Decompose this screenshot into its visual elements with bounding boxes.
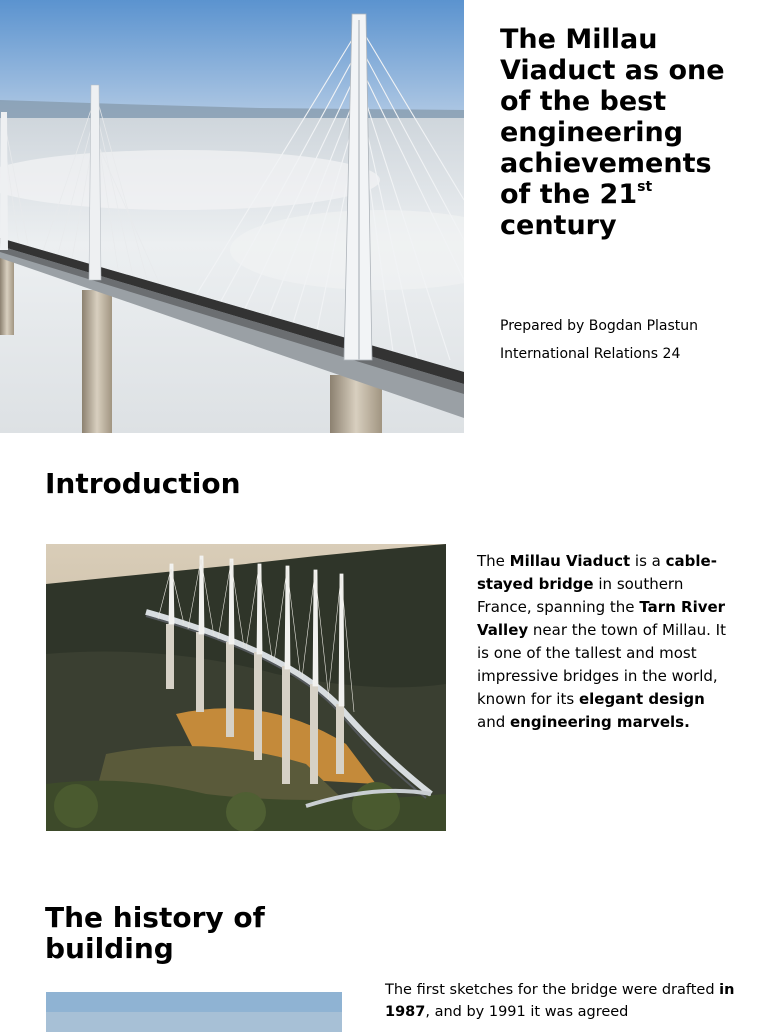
bold-cable-stayed-bridge: cable-stayed bridge (477, 552, 717, 593)
bold-millau-viaduct: Millau Viaduct (509, 552, 631, 570)
history-paragraph: The first sketches for the bridge were drafted in 1987, and by 1991 it was agreed (385, 982, 735, 1020)
history-heading: The history of building (45, 901, 265, 965)
title-superscript: st (637, 179, 653, 195)
program-line: International Relations 24 (500, 346, 681, 362)
intro-photo (46, 544, 446, 831)
introduction-heading: Introduction (45, 467, 241, 500)
hero-photo (0, 0, 464, 433)
bold-elegant-design: elegant design (578, 690, 705, 708)
presentation-title: The Millau Viaduct as one of the best engineering achievements of the 21st century (500, 24, 725, 241)
author-line: Prepared by Bogdan Plastun (500, 318, 699, 334)
bold-tarn-river-valley: Tarn River Valley (477, 598, 726, 639)
introduction-paragraph: The Millau Viaduct is a cable-stayed bridge in southern France, spanning the Tarn River Valley near the town of Millau. It is one of the tallest and most impressive bridges in the world, known for its elegant design and engineering marvels. (477, 552, 726, 731)
bold-in-1987: in 1987 (385, 982, 735, 1020)
history-photo (46, 992, 342, 1032)
bold-engineering-marvels: engineering marvels. (510, 713, 690, 731)
